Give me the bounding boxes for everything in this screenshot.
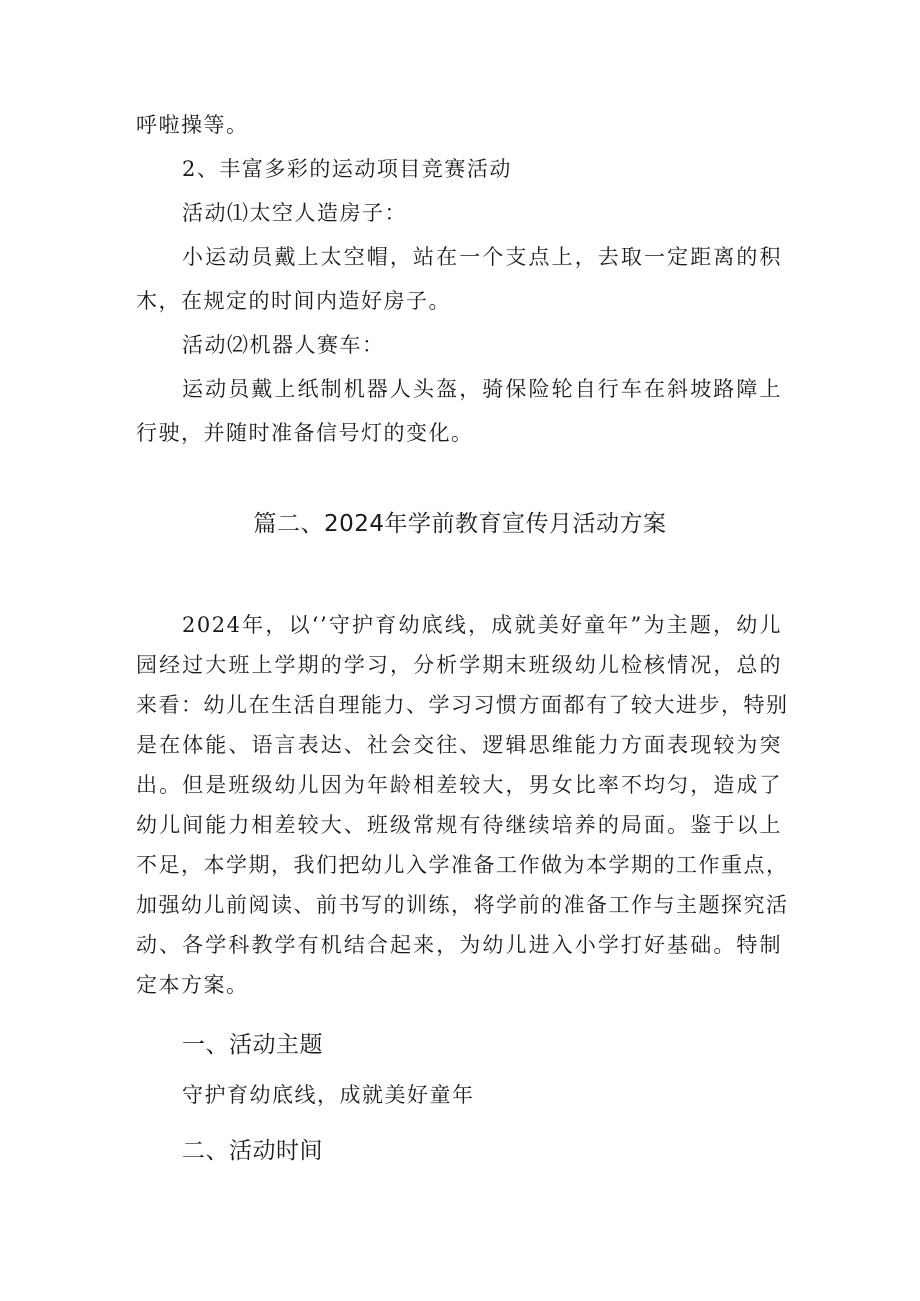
paragraph-line: 小运动员戴上太空帽，站在一个支点上，去取一定距离的积 bbox=[182, 245, 782, 269]
section-heading: 一、活动主题 bbox=[182, 1032, 323, 1058]
section-heading: 二、活动时间 bbox=[182, 1138, 323, 1164]
sub-item-heading: 2、丰富多彩的运动项目竞赛活动 bbox=[182, 157, 512, 181]
theme-text: 守护育幼底线，成就美好童年 bbox=[182, 1083, 475, 1107]
paragraph-line: 是在体能、语言表达、社会交往、逻辑思维能力方面表现较为突 bbox=[136, 733, 782, 757]
activity-title: 活动⑵机器人赛车： bbox=[182, 333, 385, 357]
paragraph-line: 2024年，以‘’守护育幼底线，成就美好童年”为主题，幼儿 bbox=[182, 613, 782, 637]
paragraph-line: 来看：幼儿在生活自理能力、学习习惯方面都有了较大进步，特别 bbox=[136, 693, 789, 717]
paragraph-line: 幼儿间能力相差较大、班级常规有待继续培养的局面。鉴于以上 bbox=[136, 813, 782, 837]
activity-title: 活动⑴太空人造房子： bbox=[182, 201, 407, 225]
paragraph-line: 加强幼儿前阅读、前书写的训练，将学前的准备工作与主题探究活 bbox=[136, 893, 789, 917]
paragraph-line: 动、各学科教学有机结合起来，为幼儿进入小学打好基础。特制 bbox=[136, 933, 782, 957]
paragraph-line: 定本方案。 bbox=[136, 973, 249, 997]
paragraph-line: 行驶，并随时准备信号灯的变化。 bbox=[136, 421, 474, 445]
paragraph-continuation: 呼啦操等。 bbox=[136, 113, 249, 137]
section-title: 篇二、2024年学前教育宣传月活动方案 bbox=[253, 511, 667, 537]
paragraph-line: 不足，本学期，我们把幼儿入学准备工作做为本学期的工作重点， bbox=[136, 853, 789, 877]
paragraph-line: 木，在规定的时间内造好房子。 bbox=[136, 289, 451, 313]
paragraph-line: 出。但是班级幼儿因为年龄相差较大，男女比率不均匀，造成了 bbox=[136, 773, 782, 797]
paragraph-line: 园经过大班上学期的学习，分析学期末班级幼儿检核情况，总的 bbox=[136, 653, 782, 677]
paragraph-line: 运动员戴上纸制机器人头盔，骑保险轮自行车在斜坡路障上 bbox=[182, 377, 782, 401]
